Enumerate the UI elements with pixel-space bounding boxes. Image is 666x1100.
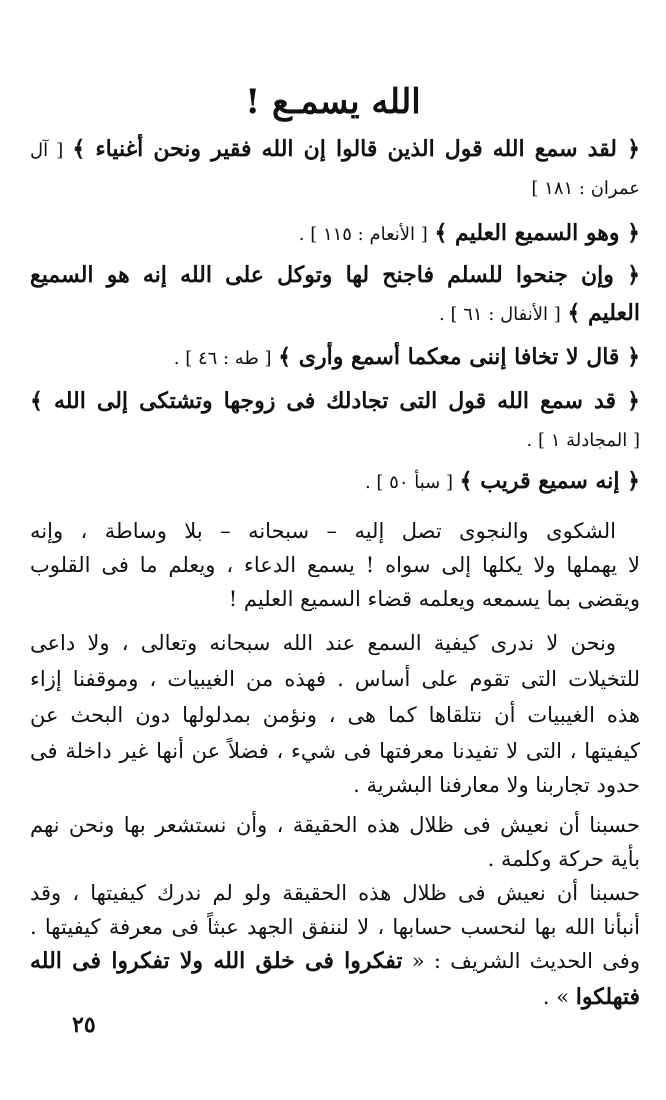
hadith-text: فتهلكوا — [575, 984, 640, 1010]
verse-line-2 — [30, 172, 640, 204]
paragraph-line: لا يهملها ولا يكلها إلى سواه ! يسمع الدعاء ، ويعلم ما فى القلوب — [30, 553, 640, 577]
page-number: ٢٥ — [72, 1012, 96, 1038]
verse-line-6 — [30, 342, 640, 374]
paragraph-line: الشكوى والنجوى تصل إليه – سبحانه – بلا وساطة ، وإنه — [30, 519, 616, 543]
verse-ref: [ آل — [30, 140, 64, 161]
verse-ref: [ الأنفال : ٦١ ] . — [439, 304, 561, 325]
paragraph-line: أنبأنا الله بها لنحسب حسابها ، لا لننفق الجهد عبثاً فى معرفة كيفيتها . — [30, 915, 640, 939]
hadith-text: تفكروا فى خلق الله ولا تفكروا فى الله — [30, 948, 403, 974]
page-title: الله يسمـع ! — [245, 82, 421, 122]
verse-text: ﴿ إنه سميع قريب ﴾ — [459, 468, 640, 494]
paragraph-line: بأية حركة وكلمة . — [487, 847, 640, 871]
paragraph-line: حسبنا أن نعيش فى ظلال هذه الحقيقة ، وأن نستشعر بها ونحن نهم — [30, 813, 640, 837]
hadith-intro: وفى الحديث الشريف : « — [411, 949, 640, 973]
paragraph-line: هذه الغيبيات أن نتلقاها كما هى ، ونؤمن بمدلولها دون البحث عن — [30, 703, 640, 727]
paragraph-line: للتخيلات التى تقوم على أساس . فهذه من الغيبيات ، وموقفنا إزاء — [30, 667, 640, 691]
paragraph-line: حدود تجاربنا ولا معارفنا البشرية . — [353, 773, 640, 797]
verse-line-3 — [30, 218, 640, 250]
verse-text: ﴿ قال لا تخافا إننى معكما أسمع وأرى ﴾ — [278, 344, 640, 370]
verse-text: العليم ﴾ — [567, 300, 640, 326]
paragraph-line: حسبنا أن نعيش فى ظلال هذه الحقيقة ولو لم ندرك كيفيتها ، وقد — [30, 881, 640, 905]
hadith-line-1 — [30, 946, 640, 976]
paragraph-line: ويقضى بما يسمعه ويعلمه قضاء السميع العليم ! — [228, 587, 640, 611]
verse-text: ﴿ وإن جنحوا للسلم فاجنح لها وتوكل على الله إنه هو السميع — [30, 262, 640, 288]
hadith-line-2 — [30, 982, 640, 1012]
verse-ref: [ الأنعام : ١١٥ ] . — [298, 224, 428, 245]
verse-line-5 — [30, 298, 640, 330]
verse-text: ﴿ قد سمع الله قول التى تجادلك فى زوجها وتشتكى إلى الله ﴾ — [30, 388, 640, 414]
verse-text: ﴿ لقد سمع الله قول الذين قالوا إن الله فقير ونحن أغنياء ﴾ — [72, 136, 640, 162]
paragraph-line: كيفيتها ، التى لا تفيدنا معرفتها فى شيء ، فضلاً عن أنها غير داخلة فى — [30, 739, 640, 763]
verse-line-4 — [30, 260, 640, 290]
verse-ref: [ سبأ ٥٠ ] . — [364, 472, 453, 493]
verse-line-8 — [30, 424, 640, 456]
verse-ref: عمران : ١٨١ ] — [531, 178, 640, 199]
verse-ref: [ المجادلة ١ ] . — [526, 430, 640, 451]
hadith-close: » . — [542, 985, 570, 1009]
paragraph-line: ونحن لا ندرى كيفية السمع عند الله سبحانه وتعالى ، ولا داعى — [30, 631, 616, 655]
verse-ref: [ طه : ٤٦ ] . — [173, 348, 272, 369]
verse-line-7 — [30, 386, 640, 416]
verse-text: ﴿ وهو السميع العليم ﴾ — [434, 220, 640, 246]
verse-line-1 — [30, 134, 640, 166]
verse-line-9 — [30, 466, 640, 498]
